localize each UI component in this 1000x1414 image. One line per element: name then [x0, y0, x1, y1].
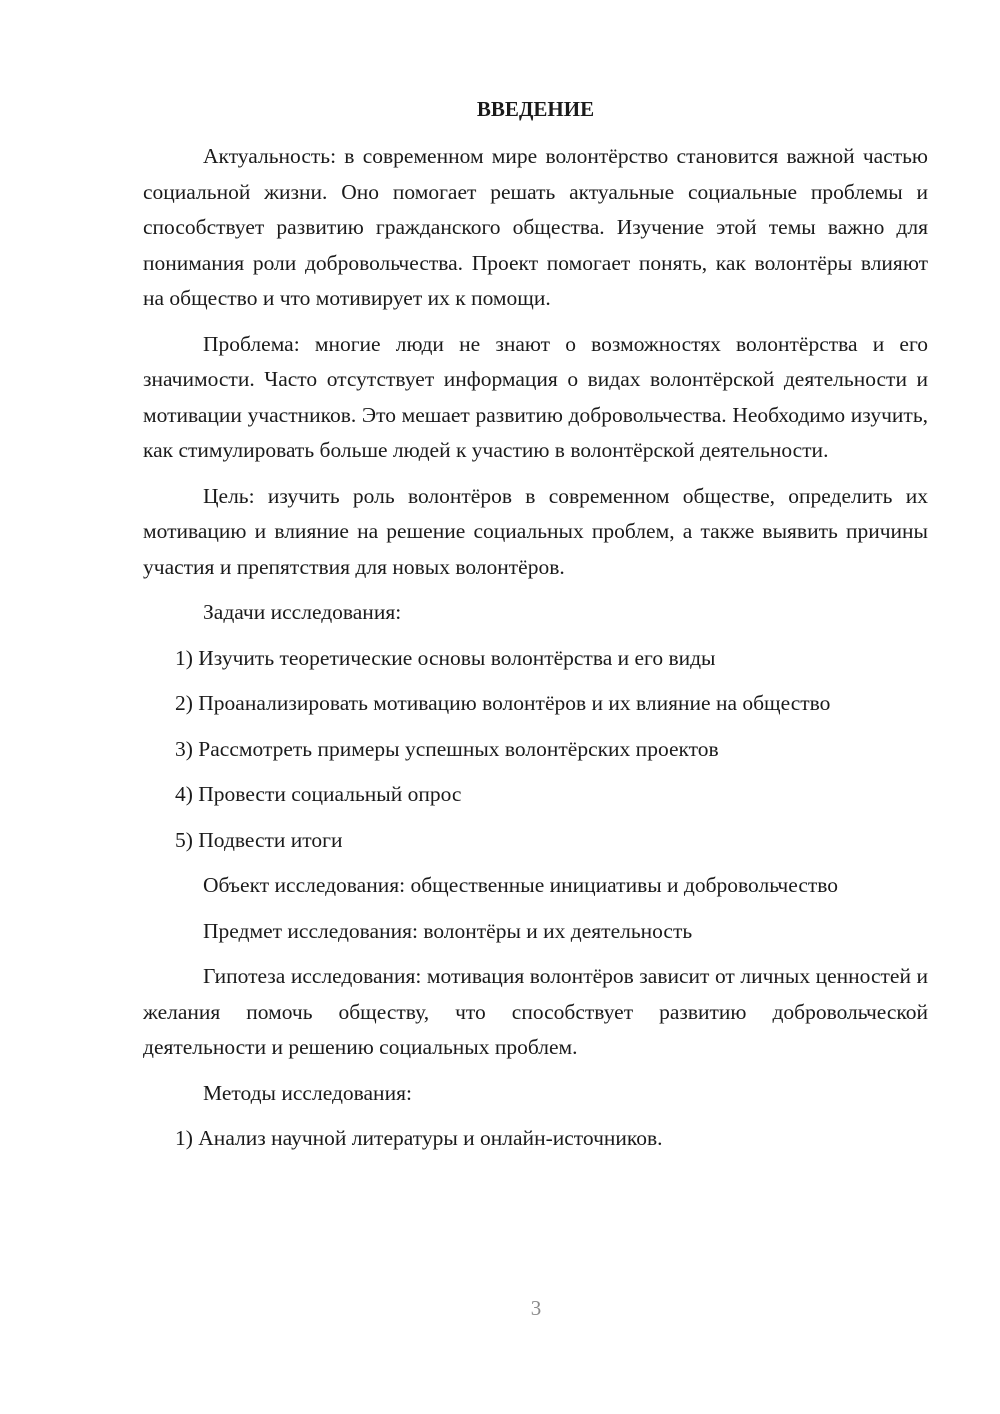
page-title: ВВЕДЕНИЕ — [476, 97, 595, 121]
goal-paragraph: Цель: изучить роль волонтёров в современном обществе, определить их мотивацию и влияние на решение социальных проблем, а также выявить причины участия и препятствия для новых волонтёров. — [143, 483, 928, 579]
methods-heading: Методы исследования: — [203, 1080, 412, 1105]
method-item: 1) Анализ научной литературы и онлайн-источников. — [175, 1126, 663, 1150]
task-item: 2) Проанализировать мотивацию волонтёров и их влияние на общество — [175, 691, 831, 715]
relevance-paragraph: Актуальность: в современном мире волонтёрство становится важной частью социальной жизни. Оно помогает решать актуальные социальные проблемы и способствует развитию гражданского общества. Изучение этой темы важно для понимания роли добровольчества. Проект помогает понять, как волонтёры влияют на общество и что мотивирует их к помощи. — [143, 144, 928, 310]
task-item: 1) Изучить теоретические основы волонтёрства и его виды — [175, 645, 716, 670]
hypothesis-paragraph: Гипотеза исследования: мотивация волонтёров зависит от личных ценностей и желания помочь обществу, что способствует развитию добровольческой деятельности и решению социальных проблем. — [143, 964, 928, 1059]
object-paragraph: Объект исследования: общественные инициативы и добровольчество — [203, 873, 839, 897]
task-item: 3) Рассмотреть примеры успешных волонтёрских проектов — [175, 736, 719, 761]
page-number: 3 — [530, 1296, 542, 1320]
tasks-heading: Задачи исследования: — [203, 600, 402, 624]
subject-paragraph: Предмет исследования: волонтёры и их деятельность — [203, 918, 693, 943]
problem-paragraph: Проблема: многие люди не знают о возможностях волонтёрства и его значимости. Часто отсутствует информация о видах волонтёрской деятельности и мотивации участников. Это мешает развитию добровольчества. Необходимо изучить, как стимулировать больше людей к участию в волонтёрской деятельности. — [143, 331, 928, 462]
task-item: 4) Провести социальный опрос — [175, 782, 462, 806]
document-page — [143, 92, 928, 1167]
task-item: 5) Подвести итоги — [175, 827, 343, 852]
